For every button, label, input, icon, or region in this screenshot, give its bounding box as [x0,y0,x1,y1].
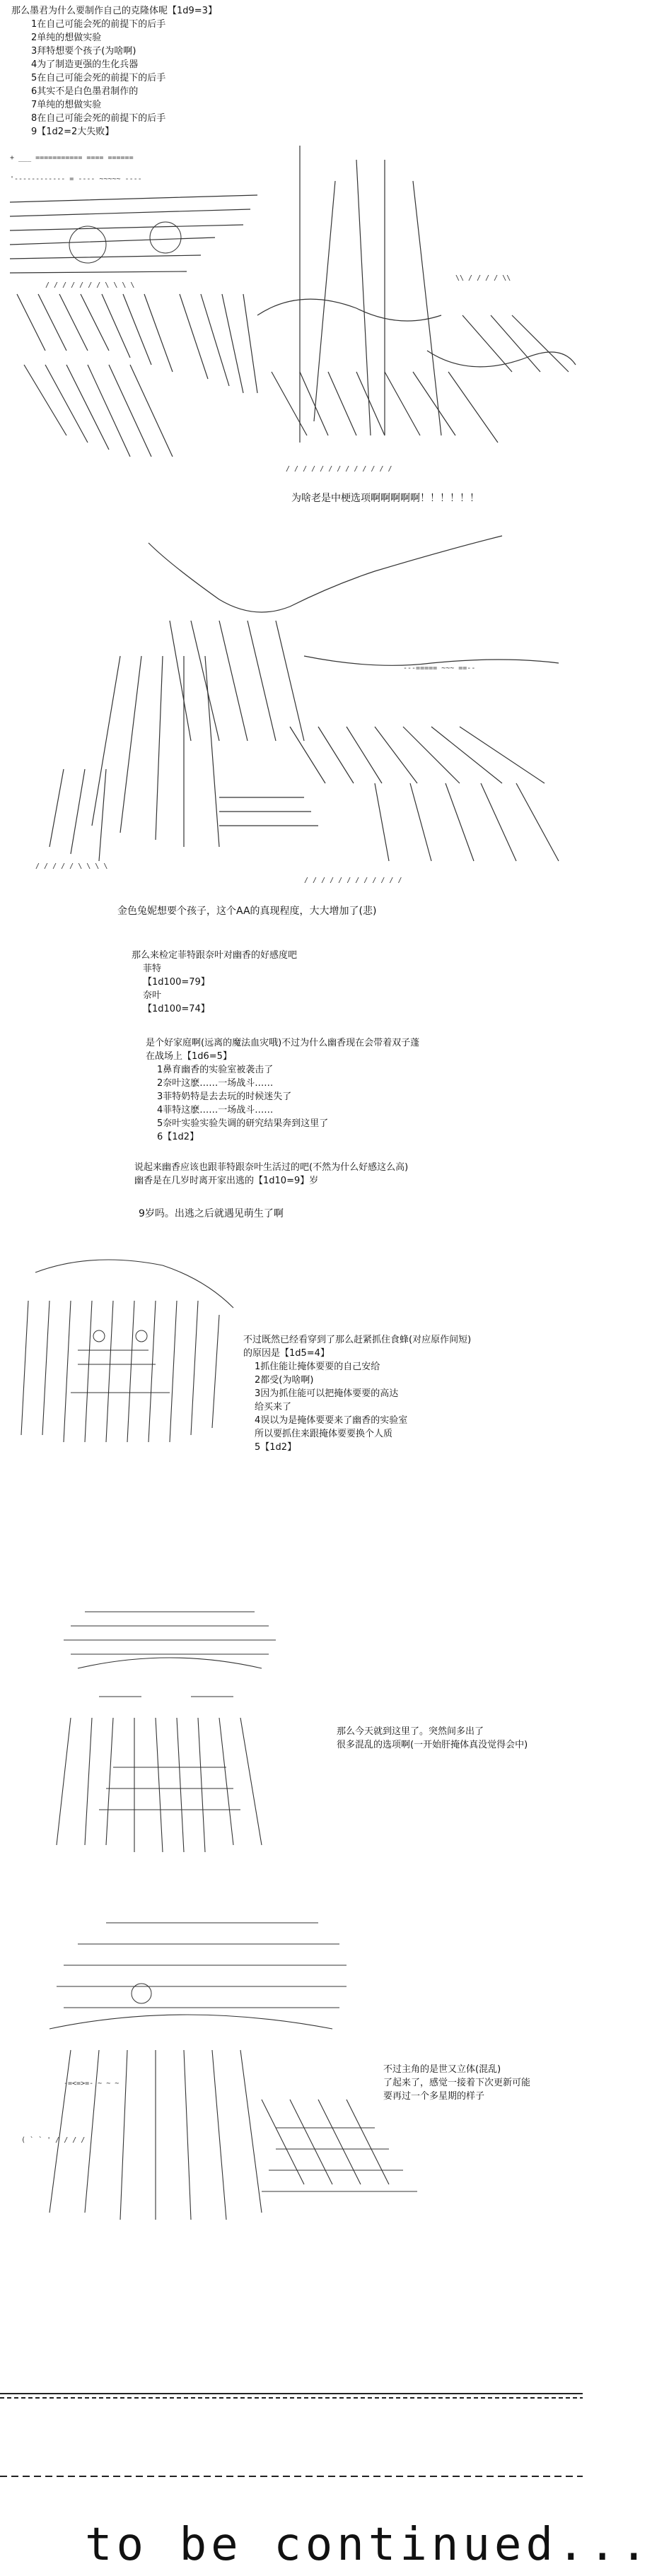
to-be-continued-text: to be continued... [85,2519,652,2571]
text-line: 幽香是在几岁时离开家出逃的【1d10=9】岁 [134,1176,319,1186]
text-line: 4误以为是掩体要要来了幽香的实验室 [255,1415,408,1426]
text-line: 不过既然已经看穿到了那么赶紧抓住食蜂(对应原作间短) [243,1335,472,1345]
text-line: 奈叶 [143,990,162,1001]
intro-option: 9【1d2=2大失败】 [31,127,115,137]
text-line: 1抓住能让掩体要要的自己安给 [255,1362,380,1372]
text-line: 不过主角的是世又立体(混乱) [383,2064,501,2075]
text-line: 很多混乱的选项啊(一开始肝掩体真没觉得会中) [337,1740,528,1750]
svg-text:/ / / / / \ \ \ \: / / / / / \ \ \ \ [35,862,108,870]
svg-text:( ` ` ' / / / /: ( ` ` ' / / / / [21,2136,86,2144]
text-block-7 [243,1333,471,1454]
text-line: 5奈叶实验实验失调的研究结果奔到这里了 [157,1118,329,1129]
intro-title: 那么墨君为什么要制作自己的克隆体呢【1d9=3】 [11,6,217,16]
svg-text:\\ / / / / \\: \\ / / / / \\ [455,274,511,282]
text-line: 要再过一个多星期的样子 [383,2091,485,2102]
text-line: 【1d100=79】 [143,977,210,988]
ending-bar-top [0,2392,583,2399]
text-line: 1鼻育幽香的实验室被袭击了 [157,1065,274,1075]
text-block-5 [134,1161,408,1188]
intro-option: 6其实不是白色墨君制作的 [31,86,139,97]
text-line: 那么来检定菲特跟奈叶对幽香的好感度吧 [132,950,298,961]
svg-text:'------------ = ---- ~~~~~ ---: '------------ = ---- ~~~~~ ---- [10,175,142,183]
text-line: 是个好家庭啊(远离的魔法血灾哦)不过为什么幽香现在会带着双子蓬 [146,1038,420,1048]
text-line: 所以要抓住来跟掩体要要换个人质 [255,1429,393,1439]
text-line: 3因为抓住能可以把掩体要要的高达 [255,1388,399,1399]
intro-block [11,4,217,139]
ascii-art-panel-3 [7,1251,240,1449]
caption-text: 金色兔妮想要个孩子，这个AA的真现程度，大大增加了(悲) [117,906,377,917]
text-line: 2奈叶这麽……一场战斗…… [157,1078,274,1089]
caption-text: 9岁吗。出逃之后就遇见萌生了啊 [139,1208,284,1219]
text-line: 【1d100=74】 [143,1004,210,1014]
text-line: 给买来了 [255,1402,292,1412]
text-line: 2都受(为啥啊) [255,1375,314,1386]
svg-text:-=<=>=- ~ ~ ~: -=<=>=- ~ ~ ~ [64,2080,120,2088]
text-line: 3菲特奶特是去去玩的时候迷失了 [157,1091,292,1102]
svg-text:/ / / / / / / \ \ \ \: / / / / / / / \ \ \ \ [45,281,135,289]
ascii-art-panel-4 [28,1605,311,1859]
svg-text:+ ___ =========== ==== ======: + ___ =========== ==== ====== [10,154,134,162]
text-block-4 [146,1036,419,1144]
ascii-art-panel-1 [3,139,580,485]
caption-text: 为啥老是中梗选项啊啊啊啊啊！！！！！！ [291,493,479,504]
svg-text:---===== ~~~ ==--: ---===== ~~~ ==-- [403,665,476,672]
text-block-3 [132,949,297,1016]
intro-option: 2单纯的想做实验 [31,33,102,43]
text-line: 菲特 [143,964,162,974]
text-line: 了起来了，感觉一接着下次更新可能 [383,2078,531,2088]
text-block-9 [383,2063,530,2103]
text-block-8 [337,1725,528,1752]
text-line: 6【1d2】 [157,1132,199,1142]
text-line: 5【1d2】 [255,1442,297,1453]
text-line: 那么今天就到这里了。突然间多出了 [337,1726,484,1737]
ending-bar-mid [0,2473,583,2480]
intro-option: 7单纯的想做实验 [31,100,102,110]
text-line: 4菲特这麽……一场战斗…… [157,1105,274,1116]
intro-option: 4为了制造更强的生化兵器 [31,59,139,70]
intro-option: 5在自己可能会死的前提下的后手 [31,73,166,83]
intro-option: 3拜特想要个孩子(为啥啊) [31,46,136,57]
svg-text:/ / / / / / / / / / / /: / / / / / / / / / / / / [304,877,402,884]
text-line: 在战场上【1d6=5】 [146,1051,232,1062]
intro-option: 8在自己可能会死的前提下的后手 [31,113,166,124]
ascii-art-panel-5 [7,1916,431,2227]
text-line: 的原因是【1d5=4】 [243,1348,330,1359]
caption-2 [117,903,376,919]
svg-text:/ / / / / / / / / / / / /: / / / / / / / / / / / / / [286,465,392,473]
text-line: 说起来幽香应该也跟菲特跟奈叶生活过的吧(不然为什么好感这么高) [134,1162,409,1173]
caption-6 [139,1206,284,1222]
caption-1 [291,491,479,506]
intro-option: 1在自己可能会死的前提下的后手 [31,19,166,30]
ascii-art-panel-2 [7,529,573,896]
